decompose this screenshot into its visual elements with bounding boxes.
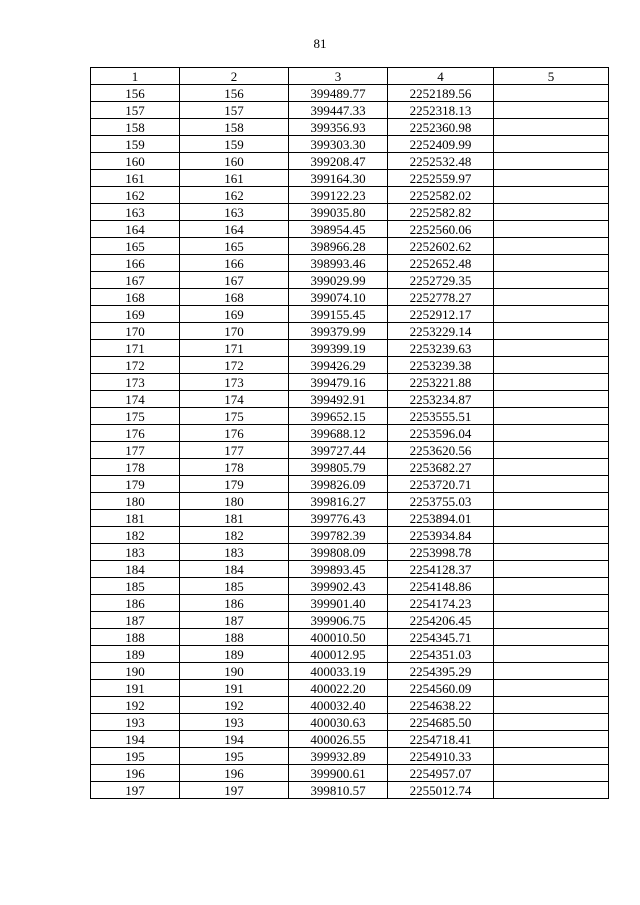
table-cell-col-5: [494, 476, 609, 493]
table-row: [91, 238, 609, 255]
table-row: [91, 289, 609, 306]
table-row: [91, 272, 609, 289]
table-cell-col-3: 400030.63: [289, 714, 388, 731]
table-cell-col-5: [494, 85, 609, 102]
table-cell-col-5: [494, 255, 609, 272]
table-cell-col-1: 186: [91, 595, 180, 612]
table-cell-col-3: 399074.10: [289, 289, 388, 306]
table-row: [91, 714, 609, 731]
table-cell-col-5: [494, 357, 609, 374]
table-cell-col-4: 2252189.56: [388, 85, 494, 102]
table-cell-col-3: 399808.09: [289, 544, 388, 561]
header-cell-1: 1: [91, 68, 180, 85]
table-cell-col-1: 163: [91, 204, 180, 221]
table-cell-col-4: 2252318.13: [388, 102, 494, 119]
table-cell-col-1: 193: [91, 714, 180, 731]
table-cell-col-3: 400010.50: [289, 629, 388, 646]
table-row: [91, 204, 609, 221]
table-cell-col-1: 175: [91, 408, 180, 425]
table-cell-col-5: [494, 289, 609, 306]
table-cell-col-3: 398966.28: [289, 238, 388, 255]
table-cell-col-4: 2254174.23: [388, 595, 494, 612]
table-cell-col-1: 176: [91, 425, 180, 442]
table-row: [91, 153, 609, 170]
table-cell-col-1: 157: [91, 102, 180, 119]
table-cell-col-1: 190: [91, 663, 180, 680]
table-cell-col-2: 169: [180, 306, 289, 323]
table-cell-col-2: 161: [180, 170, 289, 187]
table-cell-col-3: 399208.47: [289, 153, 388, 170]
table-cell-col-2: 170: [180, 323, 289, 340]
table-row: [91, 544, 609, 561]
table-row: [91, 663, 609, 680]
table-row: [91, 391, 609, 408]
header-cell-2: 2: [180, 68, 289, 85]
table-row: [91, 612, 609, 629]
table-cell-col-1: 171: [91, 340, 180, 357]
table-cell-col-1: 160: [91, 153, 180, 170]
table-cell-col-5: [494, 782, 609, 799]
table-cell-col-3: 399379.99: [289, 323, 388, 340]
table-cell-col-1: 167: [91, 272, 180, 289]
table-row: [91, 765, 609, 782]
table-row: [91, 629, 609, 646]
page-number: 81: [313, 36, 327, 51]
table-cell-col-3: 399489.77: [289, 85, 388, 102]
table-cell-col-1: 162: [91, 187, 180, 204]
table-cell-col-4: 2252560.06: [388, 221, 494, 238]
table-cell-col-1: 166: [91, 255, 180, 272]
table-cell-col-5: [494, 442, 609, 459]
table-cell-col-2: 157: [180, 102, 289, 119]
table-cell-col-1: 164: [91, 221, 180, 238]
table-row: [91, 374, 609, 391]
table-cell-col-4: 2254638.22: [388, 697, 494, 714]
table-cell-col-1: 156: [91, 85, 180, 102]
table-cell-col-3: 399122.23: [289, 187, 388, 204]
table-cell-col-1: 174: [91, 391, 180, 408]
table-cell-col-2: 194: [180, 731, 289, 748]
table-cell-col-4: 2253934.84: [388, 527, 494, 544]
table-cell-col-5: [494, 612, 609, 629]
table-cell-col-1: 173: [91, 374, 180, 391]
table-cell-col-3: 399727.44: [289, 442, 388, 459]
table-cell-col-4: 2252652.48: [388, 255, 494, 272]
table-cell-col-4: 2253894.01: [388, 510, 494, 527]
table-cell-col-1: 185: [91, 578, 180, 595]
table-cell-col-4: 2253221.88: [388, 374, 494, 391]
table-cell-col-2: 167: [180, 272, 289, 289]
table-cell-col-5: [494, 561, 609, 578]
table-cell-col-5: [494, 340, 609, 357]
header-row: [91, 68, 609, 85]
header-cell-5: 5: [494, 68, 609, 85]
table-cell-col-3: 398993.46: [289, 255, 388, 272]
table-cell-col-3: 400033.19: [289, 663, 388, 680]
table-cell-col-3: 399893.45: [289, 561, 388, 578]
table-cell-col-1: 184: [91, 561, 180, 578]
table-cell-col-4: 2254560.09: [388, 680, 494, 697]
table-cell-col-1: 165: [91, 238, 180, 255]
table-cell-col-1: 169: [91, 306, 180, 323]
table-cell-col-4: 2255012.74: [388, 782, 494, 799]
table-row: [91, 323, 609, 340]
table-cell-col-3: 399805.79: [289, 459, 388, 476]
table-cell-col-2: 171: [180, 340, 289, 357]
table-cell-col-2: 193: [180, 714, 289, 731]
table-cell-col-4: 2253229.14: [388, 323, 494, 340]
table-cell-col-4: 2252602.62: [388, 238, 494, 255]
table-cell-col-4: 2254718.41: [388, 731, 494, 748]
table-cell-col-2: 181: [180, 510, 289, 527]
table-cell-col-5: [494, 663, 609, 680]
table-cell-col-3: 400022.20: [289, 680, 388, 697]
table-cell-col-5: [494, 153, 609, 170]
table-cell-col-4: 2254128.37: [388, 561, 494, 578]
table-cell-col-3: 399688.12: [289, 425, 388, 442]
table-cell-col-5: [494, 731, 609, 748]
table-cell-col-2: 179: [180, 476, 289, 493]
header-cell-3: 3: [289, 68, 388, 85]
table-cell-col-5: [494, 578, 609, 595]
table-cell-col-5: [494, 510, 609, 527]
table-row: [91, 527, 609, 544]
table-cell-col-3: 399900.61: [289, 765, 388, 782]
table-cell-col-4: 2254345.71: [388, 629, 494, 646]
table-cell-col-2: 190: [180, 663, 289, 680]
table-cell-col-1: 191: [91, 680, 180, 697]
table-cell-col-3: 399155.45: [289, 306, 388, 323]
table-cell-col-3: 400032.40: [289, 697, 388, 714]
table-cell-col-5: [494, 765, 609, 782]
table-row: [91, 578, 609, 595]
table-cell-col-2: 168: [180, 289, 289, 306]
table-cell-col-5: [494, 493, 609, 510]
table-cell-col-5: [494, 391, 609, 408]
table-cell-col-1: 182: [91, 527, 180, 544]
table-cell-col-5: [494, 595, 609, 612]
table-cell-col-5: [494, 306, 609, 323]
table-cell-col-4: 2253755.03: [388, 493, 494, 510]
table-cell-col-4: 2252582.02: [388, 187, 494, 204]
table-cell-col-4: 2252559.97: [388, 170, 494, 187]
table-cell-col-5: [494, 748, 609, 765]
table-cell-col-3: 400026.55: [289, 731, 388, 748]
table-cell-col-2: 177: [180, 442, 289, 459]
table-cell-col-2: 158: [180, 119, 289, 136]
table-cell-col-3: 399816.27: [289, 493, 388, 510]
table-cell-col-2: 192: [180, 697, 289, 714]
table-cell-col-3: 399447.33: [289, 102, 388, 119]
header-cell-4: 4: [388, 68, 494, 85]
table-row: [91, 731, 609, 748]
table-row: [91, 85, 609, 102]
table-cell-col-2: 166: [180, 255, 289, 272]
table-row: [91, 408, 609, 425]
table-row: [91, 748, 609, 765]
table-cell-col-2: 176: [180, 425, 289, 442]
table-row: [91, 697, 609, 714]
table-row: [91, 221, 609, 238]
table-cell-col-1: 194: [91, 731, 180, 748]
table-cell-col-2: 197: [180, 782, 289, 799]
table-cell-col-2: 188: [180, 629, 289, 646]
table-cell-col-5: [494, 204, 609, 221]
table-cell-col-1: 196: [91, 765, 180, 782]
table-cell-col-3: 399356.93: [289, 119, 388, 136]
table-cell-col-3: 399902.43: [289, 578, 388, 595]
table-row: [91, 493, 609, 510]
table-cell-col-2: 196: [180, 765, 289, 782]
table-row: [91, 136, 609, 153]
table-cell-col-5: [494, 136, 609, 153]
table-cell-col-4: 2252582.82: [388, 204, 494, 221]
table-cell-col-3: 399901.40: [289, 595, 388, 612]
table-cell-col-2: 180: [180, 493, 289, 510]
table-cell-col-1: 181: [91, 510, 180, 527]
table-cell-col-4: 2254206.45: [388, 612, 494, 629]
table-row: [91, 187, 609, 204]
table-cell-col-5: [494, 323, 609, 340]
table-cell-col-1: 168: [91, 289, 180, 306]
table-cell-col-2: 183: [180, 544, 289, 561]
table-cell-col-4: 2252729.35: [388, 272, 494, 289]
table-cell-col-1: 170: [91, 323, 180, 340]
table-cell-col-2: 178: [180, 459, 289, 476]
table-cell-col-4: 2252360.98: [388, 119, 494, 136]
table-cell-col-1: 197: [91, 782, 180, 799]
table-row: [91, 442, 609, 459]
table-cell-col-4: 2254351.03: [388, 646, 494, 663]
table-cell-col-3: 399810.57: [289, 782, 388, 799]
table-cell-col-4: 2254957.07: [388, 765, 494, 782]
table-cell-col-3: 399303.30: [289, 136, 388, 153]
table-cell-col-1: 178: [91, 459, 180, 476]
table-cell-col-1: 183: [91, 544, 180, 561]
table-cell-col-2: 175: [180, 408, 289, 425]
table-cell-col-2: 191: [180, 680, 289, 697]
table-row: [91, 459, 609, 476]
table-cell-col-3: 399776.43: [289, 510, 388, 527]
table-cell-col-2: 162: [180, 187, 289, 204]
table-cell-col-5: [494, 680, 609, 697]
table-row: [91, 595, 609, 612]
table-cell-col-3: 399932.89: [289, 748, 388, 765]
table-cell-col-5: [494, 544, 609, 561]
table-cell-col-5: [494, 272, 609, 289]
table-cell-col-4: 2254910.33: [388, 748, 494, 765]
table-row: [91, 476, 609, 493]
table-cell-col-3: 398954.45: [289, 221, 388, 238]
table-cell-col-4: 2252532.48: [388, 153, 494, 170]
table-cell-col-1: 161: [91, 170, 180, 187]
table-cell-col-3: 400012.95: [289, 646, 388, 663]
table-header: [91, 68, 609, 85]
table-cell-col-1: 187: [91, 612, 180, 629]
table-row: [91, 357, 609, 374]
table-cell-col-3: 399426.29: [289, 357, 388, 374]
table-cell-col-4: 2254148.86: [388, 578, 494, 595]
table-cell-col-5: [494, 187, 609, 204]
table-cell-col-4: 2253682.27: [388, 459, 494, 476]
table-row: [91, 680, 609, 697]
table-cell-col-3: 399029.99: [289, 272, 388, 289]
table-row: [91, 561, 609, 578]
table-cell-col-1: 179: [91, 476, 180, 493]
table-cell-col-5: [494, 714, 609, 731]
table-row: [91, 782, 609, 799]
table-cell-col-5: [494, 238, 609, 255]
table-cell-col-1: 177: [91, 442, 180, 459]
table-cell-col-5: [494, 374, 609, 391]
table-cell-col-1: 189: [91, 646, 180, 663]
table-cell-col-1: 188: [91, 629, 180, 646]
table-cell-col-1: 159: [91, 136, 180, 153]
table-cell-col-4: 2253239.63: [388, 340, 494, 357]
table-cell-col-4: 2253620.56: [388, 442, 494, 459]
table-cell-col-2: 187: [180, 612, 289, 629]
table-cell-col-3: 399652.15: [289, 408, 388, 425]
table-row: [91, 425, 609, 442]
table-cell-col-5: [494, 119, 609, 136]
table-row: [91, 119, 609, 136]
table-cell-col-2: 172: [180, 357, 289, 374]
table-cell-col-4: 2253234.87: [388, 391, 494, 408]
table-cell-col-4: 2253596.04: [388, 425, 494, 442]
table-cell-col-2: 163: [180, 204, 289, 221]
table-cell-col-4: 2254685.50: [388, 714, 494, 731]
table-cell-col-2: 160: [180, 153, 289, 170]
table-cell-col-2: 189: [180, 646, 289, 663]
table-row: [91, 340, 609, 357]
table-cell-col-1: 158: [91, 119, 180, 136]
table-cell-col-4: 2252409.99: [388, 136, 494, 153]
table-cell-col-2: 195: [180, 748, 289, 765]
table-cell-col-5: [494, 102, 609, 119]
table-cell-col-5: [494, 425, 609, 442]
table-cell-col-4: 2253239.38: [388, 357, 494, 374]
table-row: [91, 255, 609, 272]
table-cell-col-1: 172: [91, 357, 180, 374]
table-cell-col-5: [494, 221, 609, 238]
table-cell-col-3: 399035.80: [289, 204, 388, 221]
table-row: [91, 510, 609, 527]
table-row: [91, 646, 609, 663]
table-cell-col-3: 399399.19: [289, 340, 388, 357]
table-cell-col-5: [494, 170, 609, 187]
table-cell-col-2: 182: [180, 527, 289, 544]
table-cell-col-3: 399906.75: [289, 612, 388, 629]
table-cell-col-4: 2254395.29: [388, 663, 494, 680]
table-cell-col-4: 2252778.27: [388, 289, 494, 306]
table-cell-col-2: 164: [180, 221, 289, 238]
table-cell-col-5: [494, 697, 609, 714]
table-cell-col-4: 2253998.78: [388, 544, 494, 561]
table-cell-col-1: 195: [91, 748, 180, 765]
coordinates-table: [90, 67, 609, 799]
table-body: [91, 85, 609, 799]
table-cell-col-2: 156: [180, 85, 289, 102]
table-cell-col-4: 2252912.17: [388, 306, 494, 323]
table-cell-col-3: 399826.09: [289, 476, 388, 493]
table-cell-col-3: 399492.91: [289, 391, 388, 408]
table-cell-col-1: 180: [91, 493, 180, 510]
table-row: [91, 102, 609, 119]
table-cell-col-5: [494, 629, 609, 646]
table-cell-col-4: 2253720.71: [388, 476, 494, 493]
table-cell-col-2: 185: [180, 578, 289, 595]
table-cell-col-3: 399782.39: [289, 527, 388, 544]
table-cell-col-2: 173: [180, 374, 289, 391]
table-cell-col-2: 174: [180, 391, 289, 408]
table-cell-col-2: 186: [180, 595, 289, 612]
table-cell-col-3: 399164.30: [289, 170, 388, 187]
table-cell-col-5: [494, 646, 609, 663]
table-cell-col-1: 192: [91, 697, 180, 714]
table-cell-col-4: 2253555.51: [388, 408, 494, 425]
table-cell-col-5: [494, 408, 609, 425]
table-cell-col-2: 165: [180, 238, 289, 255]
table-cell-col-5: [494, 527, 609, 544]
table-row: [91, 306, 609, 323]
table-row: [91, 170, 609, 187]
table-cell-col-3: 399479.16: [289, 374, 388, 391]
table-cell-col-2: 159: [180, 136, 289, 153]
table-cell-col-2: 184: [180, 561, 289, 578]
table-cell-col-5: [494, 459, 609, 476]
